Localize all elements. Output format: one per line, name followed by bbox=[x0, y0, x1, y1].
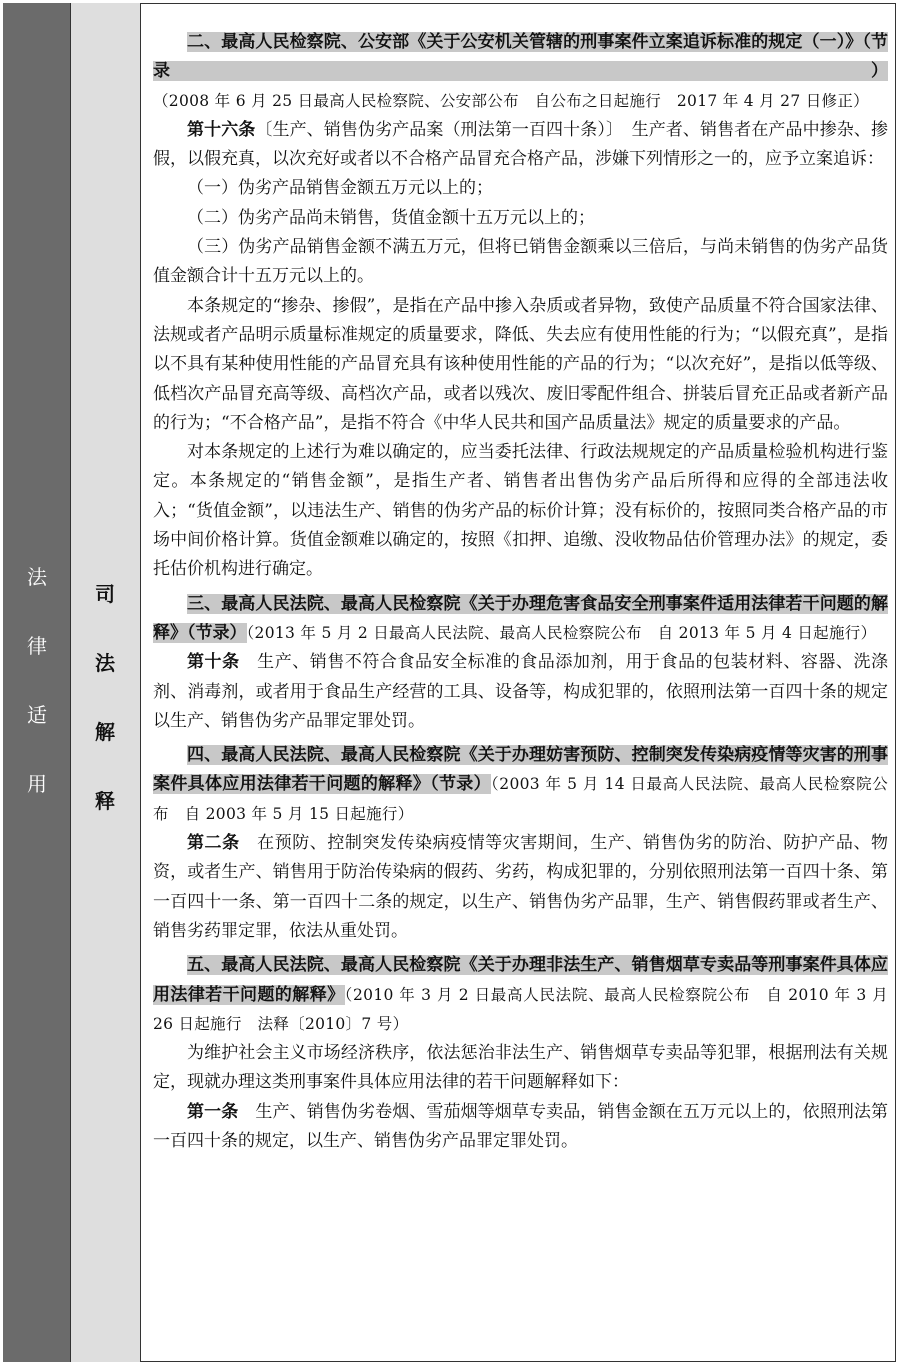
paragraph-text: （三）伪劣产品销售金额不满五万元，但将已销售金额乘以三倍后，与尚未销售的伪劣产品货值金额合计十五万元以上的。 bbox=[153, 237, 888, 287]
category-label bbox=[3, 543, 71, 819]
section-heading bbox=[153, 590, 888, 649]
article-label: 第十六条 bbox=[187, 119, 256, 140]
paragraph-text: 本条规定的“掺杂、掺假”，是指在产品中掺入杂质或者异物，致使产品质量不符合国家法律、法规或者产品明示质量标准规定的质量要求，降低、失去应有使用性能的行为；“以假充真”，是指以不具有某种使用性能的产品冒充具有该种使用性能的产品的行为；“以次充好”，是指以低等级、低档次产品冒充高等级、高档次产品，或者以残次、废旧零配件组合、拼装后冒充正品或者新产品的行为；“不合格产品”，是指不符合《中华人民共和国产品质量法》规定的质量要求的产品。 bbox=[153, 295, 888, 433]
paragraph-text: 对本条规定的上述行为难以确定的，应当委托法律、行政法规规定的产品质量检验机构进行鉴定。本条规定的“销售金额”，是指生产者、销售者出售伪劣产品后所得和应得的全部违法收入；“货值金额”，以违法生产、销售的伪劣产品的标价计算；没有标价的，按照同类合格产品的市场中间价格计算。货值金额难以确定的，按照《扣押、追缴、没收物品估价管理办法》的规定，委托估价机构进行确定。 bbox=[153, 442, 888, 580]
paragraph-text: 为维护社会主义市场经济秩序，依法惩治非法生产、销售烟草专卖品等犯罪，根据刑法有关规定，现就办理这类刑事案件具体应用法律的若干问题解释如下： bbox=[153, 1043, 888, 1093]
paragraph bbox=[153, 1039, 888, 1098]
section-heading bbox=[153, 28, 888, 116]
subcategory-char: 法 bbox=[95, 651, 115, 675]
category-char: 律 bbox=[27, 634, 47, 658]
category-char: 用 bbox=[27, 772, 47, 796]
section-heading bbox=[153, 951, 888, 1039]
category-column bbox=[3, 3, 71, 1362]
paragraph bbox=[153, 204, 888, 233]
section bbox=[153, 28, 888, 585]
subcategory-char: 释 bbox=[95, 789, 115, 813]
paragraph-text: 在预防、控制突发传染病疫情等灾害期间，生产、销售伪劣的防治、防护产品、物资，或者生产、销售用于防治传染病的假药、劣药，构成犯罪的，分别依照刑法第一百四十条、第一百四十一条、第一百四十二条的规定，以生产、销售伪劣产品罪，生产、销售假药罪或者生产、销售劣药罪定罪，依法从重处罚。 bbox=[153, 833, 889, 941]
paragraph bbox=[153, 829, 888, 946]
paragraph bbox=[153, 648, 888, 736]
section-title: 二、最高人民检察院、公安部《关于公安机关管辖的刑事案件立案追诉标准的规定（一）》（节录） bbox=[153, 32, 888, 82]
section bbox=[153, 590, 888, 736]
paragraph bbox=[153, 116, 888, 175]
section-note: （2008 年 6 月 25 日最高人民检察院、公安部公布 自公布之日起施行 2017 年 4 月 27 日修正） bbox=[153, 91, 869, 110]
paragraph bbox=[153, 438, 888, 584]
subcategory-column bbox=[71, 3, 141, 1362]
category-char: 法 bbox=[27, 565, 47, 589]
section bbox=[153, 741, 888, 946]
section bbox=[153, 951, 888, 1156]
section-title: 四、最高人民法院、最高人民检察院《关于办理妨害预防、控制突发传染病疫情等灾害的刑事案件具体应用法律若干问题的解释》（节录） bbox=[153, 745, 888, 795]
paragraph bbox=[153, 233, 888, 292]
article-label: 第十条 bbox=[187, 652, 240, 673]
section-note: （2010 年 3 月 2 日最高人民法院、最高人民检察院公布 自 2010 年 3 月 26 日起施行 法释〔2010〕7 号） bbox=[153, 985, 889, 1033]
paragraph bbox=[153, 1098, 888, 1157]
paragraph-text: （一）伪劣产品销售金额五万元以上的； bbox=[187, 178, 493, 199]
paragraph bbox=[153, 174, 888, 203]
paragraph-text: （二）伪劣产品尚未销售，货值金额十五万元以上的； bbox=[187, 207, 595, 228]
article-label: 第一条 bbox=[187, 1101, 239, 1122]
section-note: （2013 年 5 月 2 日最高人民法院、最高人民检察院公布 自 2013 年 5 月 4 日起施行） bbox=[246, 623, 877, 642]
subcategory-char: 司 bbox=[95, 582, 115, 606]
paragraph bbox=[153, 292, 888, 438]
paragraph-text: 生产、销售伪劣卷烟、雪茄烟等烟草专卖品，销售金额在五万元以上的，依照刑法第一百四十条的规定，以生产、销售伪劣产品罪定罪处罚。 bbox=[153, 1101, 889, 1151]
section-title: 五、最高人民法院、最高人民检察院《关于办理非法生产、销售烟草专卖品等刑事案件具体应用法律若干问题的解释》 bbox=[153, 955, 888, 1005]
subcategory-char: 解 bbox=[95, 720, 115, 744]
content-area bbox=[153, 28, 888, 1156]
section-title: 三、最高人民法院、最高人民检察院《关于办理危害食品安全刑事案件适用法律若干问题的解释》（节录） bbox=[153, 593, 888, 643]
section-heading bbox=[153, 741, 888, 829]
article-label: 第二条 bbox=[187, 833, 240, 854]
paragraph-text: 〔生产、销售伪劣产品案（刑法第一百四十条）〕 生产者、销售者在产品中掺杂、掺假，以假充真，以次充好或者以不合格产品冒充合格产品，涉嫌下列情形之一的，应予立案追诉： bbox=[153, 119, 888, 170]
section-note: （2003 年 5 月 14 日最高人民法院、最高人民检察院公布 自 2003 年 5 月 15 日起施行） bbox=[153, 775, 889, 823]
category-char: 适 bbox=[27, 703, 47, 727]
subcategory-label bbox=[71, 560, 139, 836]
paragraph-text: 生产、销售不符合食品安全标准的食品添加剂，用于食品的包装材料、容器、洗涤剂、消毒剂，或者用于食品生产经营的工具、设备等，构成犯罪的，依照刑法第一百四十条的规定以生产、销售伪劣产品罪定罪处罚。 bbox=[153, 652, 889, 731]
